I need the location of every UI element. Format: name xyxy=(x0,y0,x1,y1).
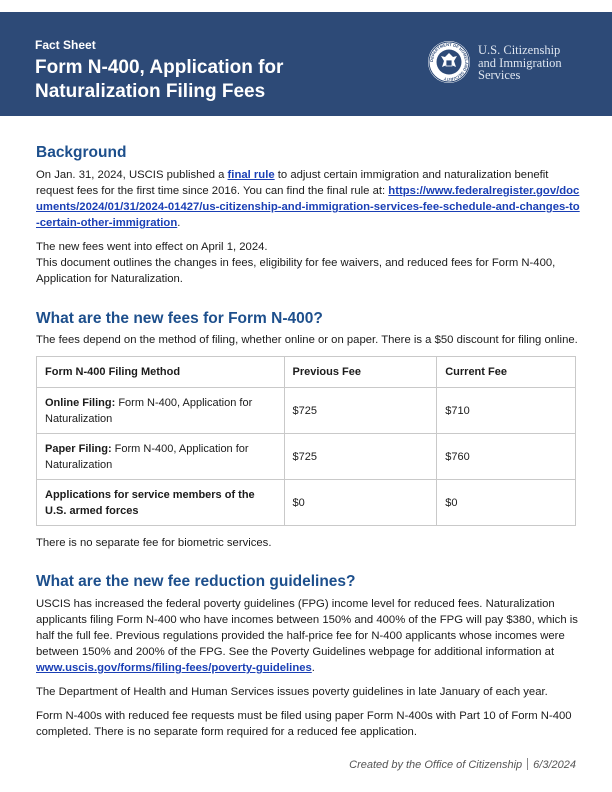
table-row xyxy=(37,434,576,480)
previous-fee-cell: $0 xyxy=(284,480,437,526)
footer-divider xyxy=(527,758,528,770)
reduction-paragraph-1: USCIS has increased the federal poverty guidelines (FPG) income level for reduced fees. Naturalization applicants filing Form N-400 who have incomes between 150% and 400% of the FPG will pay $380, which is half the full fee. Previous regulations provided the half-price fee for N-400 applicants whose incomes were between 150% and 200% of the FPG. See the Poverty Guidelines webpage for additional information at www.uscis.gov/forms/filing-fees/poverty-guidelines. xyxy=(36,598,578,674)
final-rule-link[interactable]: final rule xyxy=(227,169,275,181)
fees-table xyxy=(36,356,576,526)
footer-date: 6/3/2024 xyxy=(533,759,576,771)
previous-fee-cell: $725 xyxy=(284,434,437,480)
table-row xyxy=(37,480,576,526)
table-header: Form N-400 Filing Method xyxy=(37,357,285,388)
current-fee-cell: $760 xyxy=(437,434,576,480)
reduction-paragraph-2: The Department of Health and Human Services issues poverty guidelines in late January of each year. xyxy=(36,686,548,698)
table-header: Current Fee xyxy=(437,357,576,388)
footer xyxy=(349,758,576,771)
background-paragraph-3: This document outlines the changes in fees, eligibility for fee waivers, and reduced fees for Form N-400, Application for Naturalization. xyxy=(36,257,556,285)
current-fee-cell: $710 xyxy=(437,388,576,434)
new-fees-heading: What are the new fees for Form N-400? xyxy=(36,310,323,327)
table-header: Previous Fee xyxy=(284,357,437,388)
table-row xyxy=(37,388,576,434)
background-paragraph-1: On Jan. 31, 2024, USCIS published a final rule to adjust certain immigration and naturalization benefit request fees for the first time since 2016. You can find the final rule at: https://www.federalregister.gov/documents/2024/01/31/2024-01427/us-citizenship-and-immigration-services-fee-schedule-and-changes-to-certain-other-immigration. xyxy=(36,169,580,229)
table-header-row xyxy=(37,357,576,388)
page-title: Form N-400, Application for Naturalization Filing Fees xyxy=(35,57,284,102)
previous-fee-cell: $725 xyxy=(284,388,437,434)
fact-sheet-label: Fact Sheet xyxy=(35,38,96,52)
biometrics-note: There is no separate fee for biometric services. xyxy=(36,537,272,549)
dhs-seal-icon xyxy=(427,40,471,84)
filing-method-cell: Paper Filing: Form N-400, Application for Naturalization xyxy=(37,434,285,480)
reduction-heading: What are the new fee reduction guidelines? xyxy=(36,573,356,590)
filing-method-cell: Applications for service members of the U.S. armed forces xyxy=(37,480,285,526)
background-paragraph-2: The new fees went into effect on April 1, 2024. xyxy=(36,241,268,253)
agency-name: U.S. Citizenship and Immigration Services xyxy=(478,43,562,82)
svg-text:DEPARTMENT OF HOMELAND SECURIT: DEPARTMENT OF HOMELAND SECURITY xyxy=(428,41,470,83)
new-fees-intro: The fees depend on the method of filing, whether online or on paper. There is a $50 discount for filing online. xyxy=(36,334,578,346)
current-fee-cell: $0 xyxy=(437,480,576,526)
background-heading: Background xyxy=(36,144,127,161)
reduction-paragraph-3: Form N-400s with reduced fee requests must be filed using paper Form N-400s with Part 10 of Form N-400 completed. There is no separate form required for a reduced fee application. xyxy=(36,710,572,738)
federal-register-link[interactable]: https://www.federalregister.gov/documents/2024/01/31/2024-01427/us-citizenship-and-immigration-services-fee-schedule-and-changes-to-certain-other-immigration xyxy=(36,185,580,229)
header-banner xyxy=(0,12,612,116)
poverty-guidelines-link[interactable]: www.uscis.gov/forms/filing-fees/poverty-guidelines xyxy=(36,662,312,674)
filing-method-cell: Online Filing: Form N-400, Application for Naturalization xyxy=(37,388,285,434)
created-by-text: Created by the Office of Citizenship xyxy=(349,759,523,771)
